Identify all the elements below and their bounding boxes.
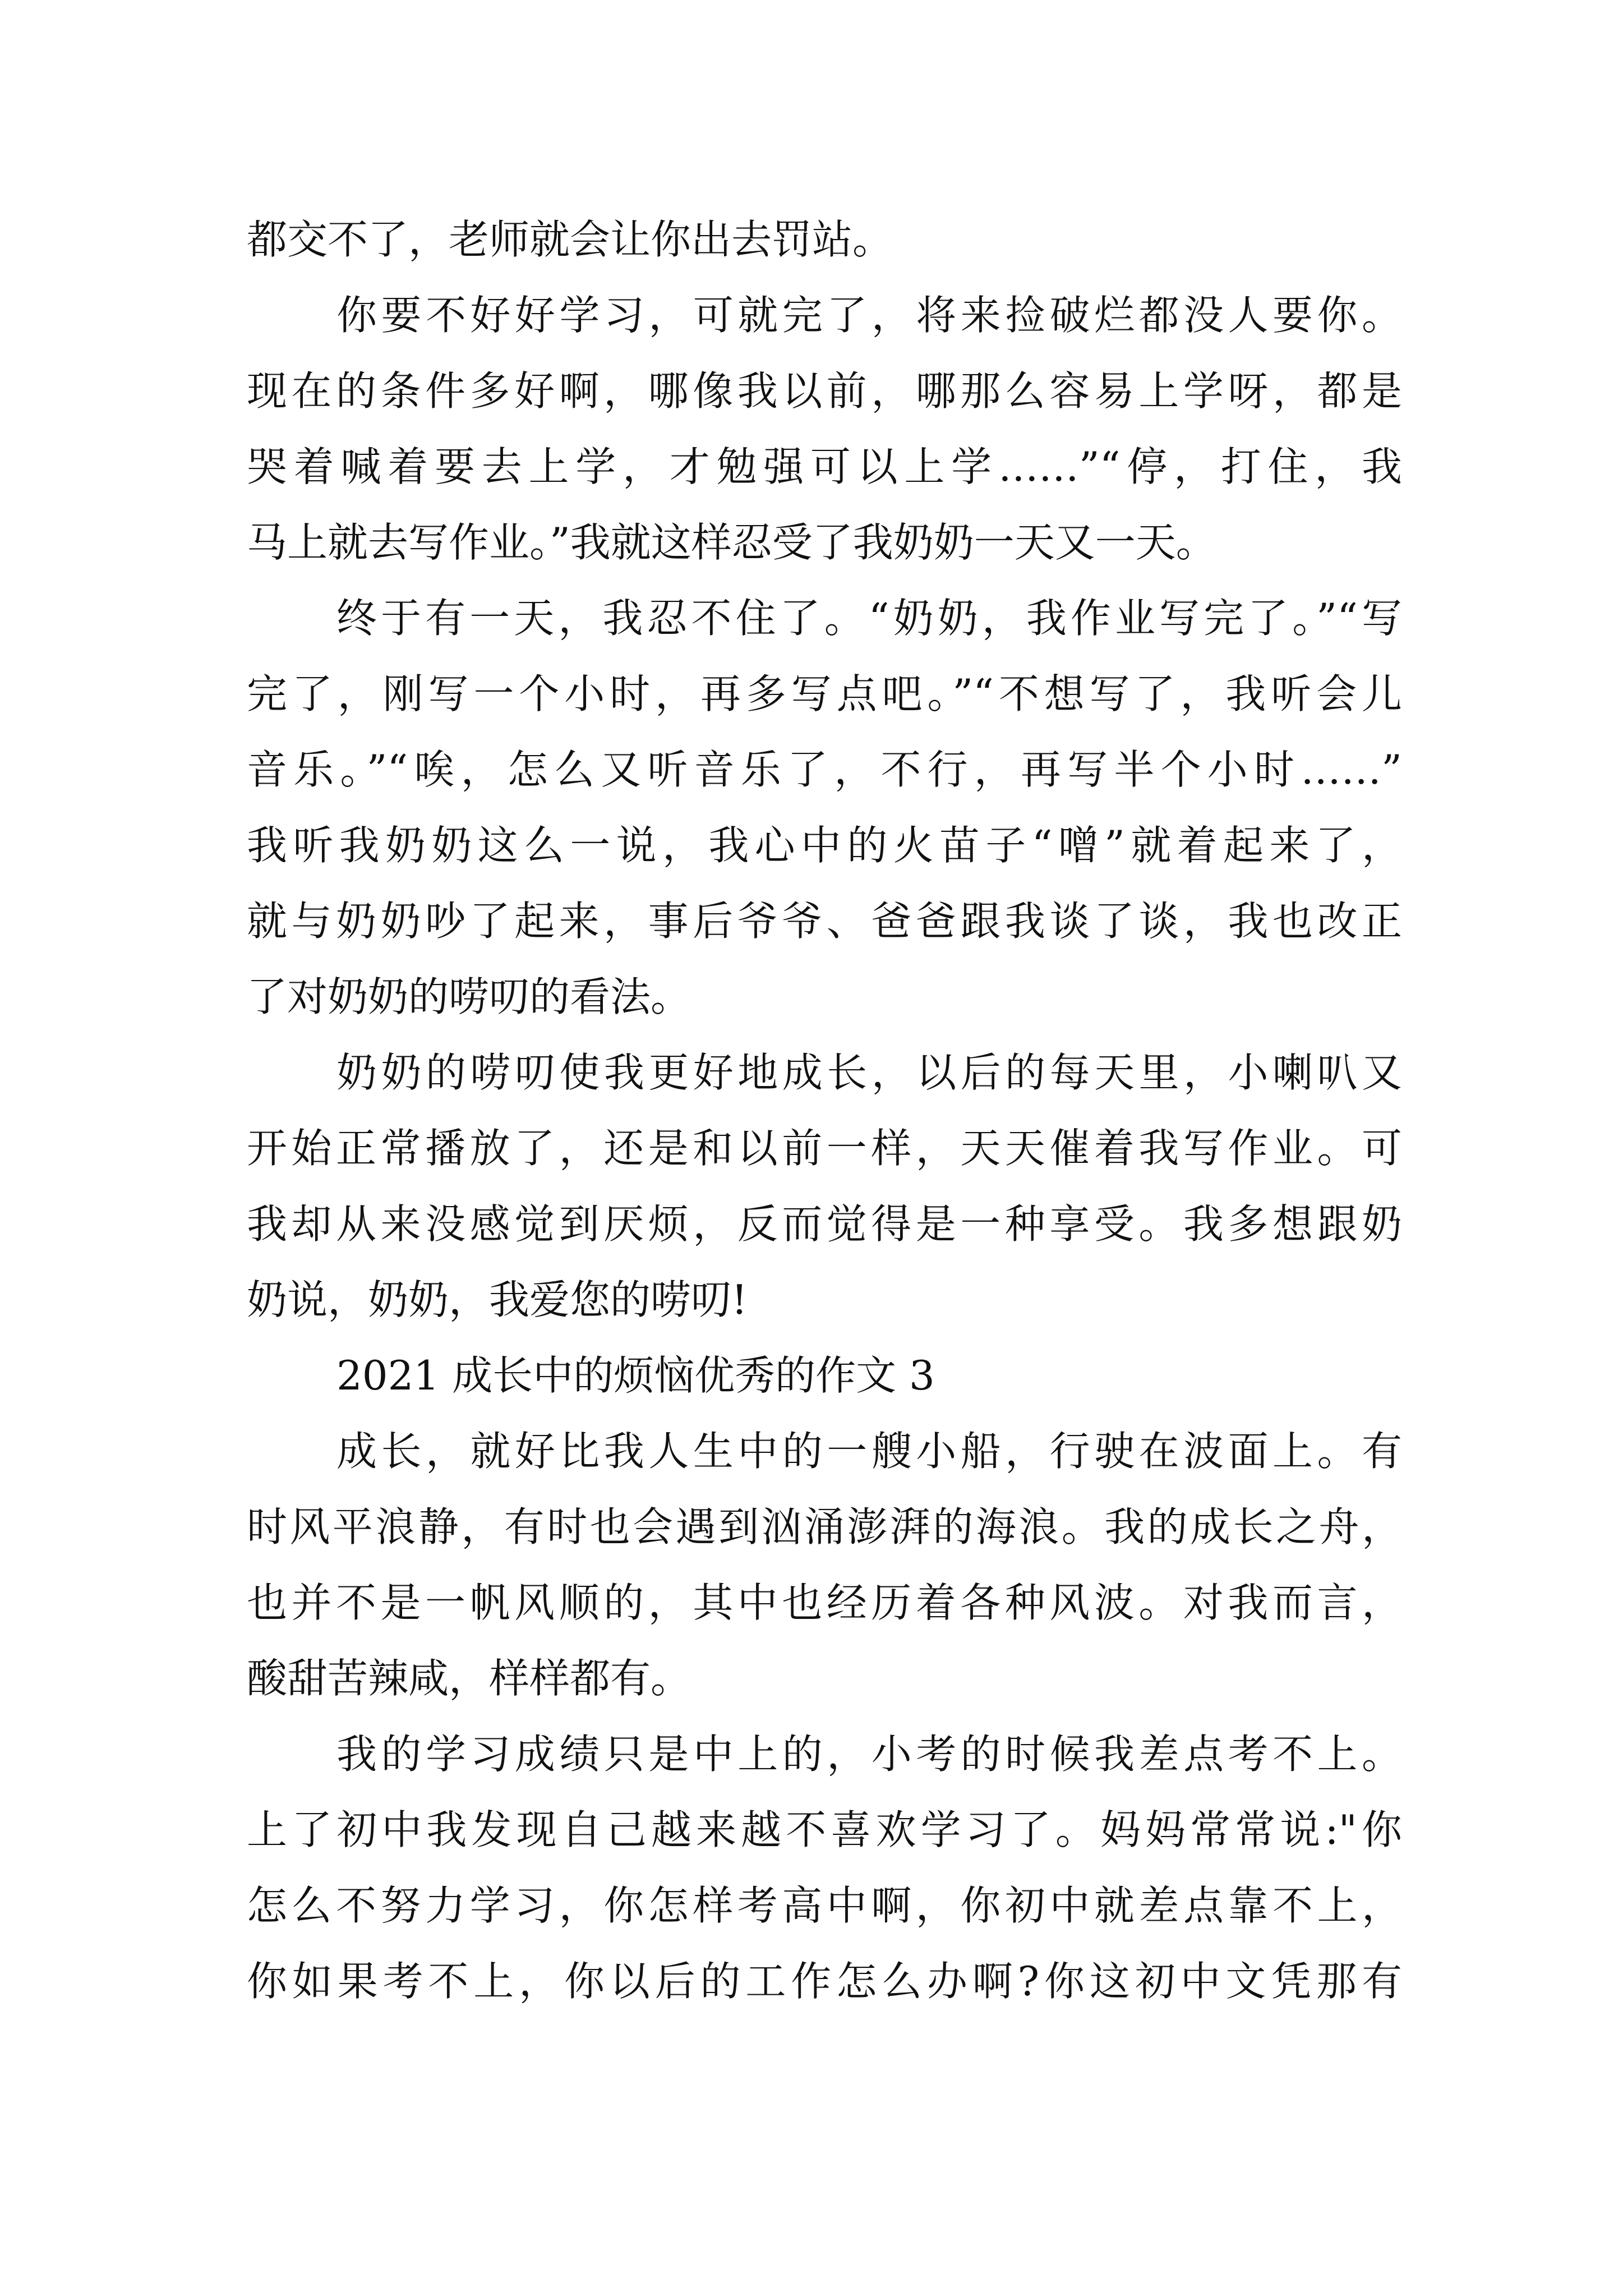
text-line: 音乐。”“唉，怎么又听音乐了，不行，再写半个小时……” bbox=[247, 746, 1402, 793]
text-line: 就与奶奶吵了起来，事后爷爷、爸爸跟我谈了谈，我也改正 bbox=[247, 898, 1402, 945]
text-line: 我的学习成绩只是中上的，小考的时候我差点考不上。 bbox=[336, 1731, 1402, 1778]
text-line: 2021 成长中的烦恼优秀的作文 3 bbox=[336, 1352, 935, 1399]
text-line: 怎么不努力学习，你怎样考高中啊，你初中就差点靠不上， bbox=[247, 1882, 1402, 1929]
text-line: 我却从来没感觉到厌烦，反而觉得是一种享受。我多想跟奶 bbox=[247, 1200, 1402, 1248]
text-line: 完了，刚写一个小时，再多写点吧。”“不想写了，我听会儿 bbox=[247, 670, 1402, 717]
text-line: 上了初中我发现自己越来越不喜欢学习了。妈妈常常说:"你 bbox=[247, 1806, 1402, 1853]
text-line: 奶说，奶奶，我爱您的唠叨! bbox=[247, 1276, 748, 1323]
text-line: 酸甜苦辣咸，样样都有。 bbox=[247, 1655, 691, 1702]
text-line: 时风平浪静，有时也会遇到汹涌澎湃的海浪。我的成长之舟， bbox=[247, 1503, 1402, 1550]
text-line: 你如果考不上，你以后的工作怎么办啊?你这初中文凭那有 bbox=[247, 1958, 1402, 2005]
text-line: 奶奶的唠叨使我更好地成长，以后的每天里，小喇叭又 bbox=[336, 1049, 1402, 1096]
text-line: 了对奶奶的唠叨的看法。 bbox=[247, 973, 691, 1020]
text-line: 哭着喊着要去上学，才勉强可以上学……”“停，打住，我 bbox=[247, 443, 1402, 490]
text-line: 你要不好好学习，可就完了，将来捡破烂都没人要你。 bbox=[336, 292, 1402, 339]
text-line: 现在的条件多好啊，哪像我以前，哪那么容易上学呀，都是 bbox=[247, 367, 1402, 415]
text-line: 我听我奶奶这么一说，我心中的火苗子“噌”就着起来了， bbox=[247, 822, 1402, 869]
text-line: 开始正常播放了，还是和以前一样，天天催着我写作业。可 bbox=[247, 1125, 1402, 1172]
text-line: 终于有一天，我忍不住了。“奶奶，我作业写完了。”“写 bbox=[336, 595, 1402, 642]
text-line: 都交不了，老师就会让你出去罚站。 bbox=[247, 216, 893, 263]
essay-text bbox=[247, 202, 1402, 2019]
text-line: 马上就去写作业。”我就这样忍受了我奶奶一天又一天。 bbox=[247, 519, 1216, 566]
text-line: 成长，就好比我人生中的一艘小船，行驶在波面上。有 bbox=[336, 1428, 1402, 1475]
text-line: 也并不是一帆风顺的，其中也经历着各种风波。对我而言， bbox=[247, 1579, 1402, 1626]
